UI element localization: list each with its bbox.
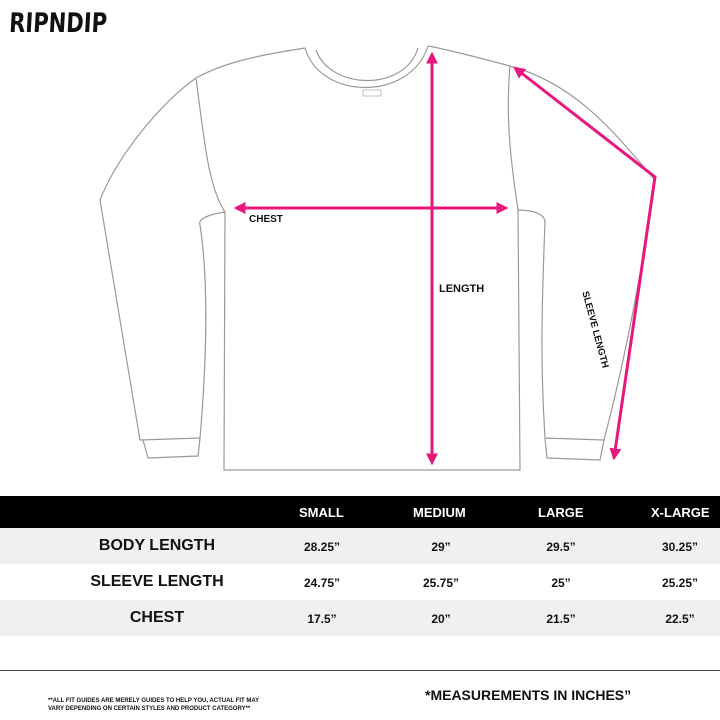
column-header-x-large: X-LARGE bbox=[651, 505, 710, 520]
table-cell: 20” bbox=[431, 612, 451, 626]
sleeve-arrow bbox=[515, 68, 655, 458]
measurements-note: *MEASUREMENTS IN INCHES” bbox=[425, 687, 632, 703]
row-label-sleeve-length: SLEEVE LENGTH bbox=[90, 573, 224, 590]
table-row bbox=[0, 600, 720, 636]
table-row bbox=[0, 528, 720, 564]
table-row bbox=[0, 564, 720, 600]
disclaimer-line-1: **ALL FIT GUIDES ARE MERELY GUIDES TO HELP YOU, ACTUAL FIT MAY bbox=[48, 698, 260, 704]
size-table bbox=[0, 496, 720, 636]
table-cell: 22.5” bbox=[665, 612, 695, 626]
table-cell: 17.5” bbox=[307, 612, 337, 626]
table-cell: 29” bbox=[431, 540, 451, 554]
row-label-body-length: BODY LENGTH bbox=[98, 537, 216, 554]
table-cell: 30.25” bbox=[661, 540, 699, 554]
row-label-chest: CHEST bbox=[129, 609, 185, 626]
column-header-medium: MEDIUM bbox=[413, 505, 466, 520]
table-cell: 24.75” bbox=[303, 576, 341, 590]
footer-divider bbox=[0, 670, 720, 671]
column-header-large: LARGE bbox=[538, 505, 584, 520]
table-cell: 25” bbox=[551, 576, 571, 590]
length-label: LENGTH bbox=[439, 283, 485, 295]
table-cell: 28.25” bbox=[303, 540, 341, 554]
table-cell: 25.25” bbox=[661, 576, 699, 590]
sleeve-length-label: SLEEVE LENGTH bbox=[579, 290, 611, 370]
table-cell: 21.5” bbox=[546, 612, 576, 626]
table-cell: 29.5” bbox=[546, 540, 576, 554]
shirt-outline bbox=[100, 46, 655, 470]
column-header-small: SMALL bbox=[299, 505, 344, 520]
measurement-arrows bbox=[236, 54, 655, 463]
size-table-header bbox=[0, 496, 720, 528]
table-cell: 25.75” bbox=[422, 576, 460, 590]
fit-disclaimer bbox=[48, 697, 298, 713]
ripndip-logo: RIPNDIP bbox=[8, 8, 108, 39]
chest-label: CHEST bbox=[249, 214, 283, 225]
disclaimer-line-2: VARY DEPENDING ON CERTAIN STYLES AND PRODUCT CATEGORY** bbox=[48, 706, 251, 712]
